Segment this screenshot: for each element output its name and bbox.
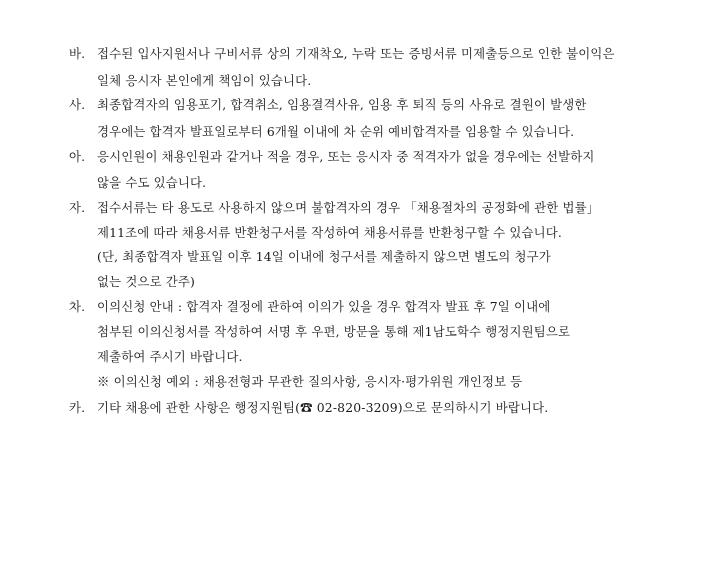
item-text: 접수된 입사지원서나 구비서류 상의 기재착오, 누락 또는 증빙서류 미제출등으로 인한 불이익은 [97,46,615,61]
item-text: 첨부된 이의신청서를 작성하여 서명 후 우편, 방문을 통해 제1남도학수 행정지원팀으로 [97,324,571,339]
item-text: 최종합격자의 임용포기, 합격취소, 임용결격사유, 임용 후 퇴직 등의 사유로 결원이 발생한 [97,97,587,112]
item-marker: 사. [69,97,86,112]
item-marker: 아. [69,149,86,164]
item-text: 제11조에 따라 채용서류 반환청구서를 작성하여 채용서류를 반환청구할 수 있습니다. [97,225,562,240]
item-text: 접수서류는 타 용도로 사용하지 않으며 불합격자의 경우 「채용절차의 공정화에 관한 법률」 [97,200,600,215]
item-marker: 차. [69,299,86,314]
item-text: 응시인원이 채용인원과 같거나 적을 경우, 또는 응시자 중 적격자가 없을 경우에는 선발하지 [97,149,595,164]
item-marker: 자. [69,200,86,215]
item-text: 이의신청 안내 : 합격자 결정에 관하여 이의가 있을 경우 합격자 발표 후 7일 이내에 [97,299,551,314]
item-text: 제출하여 주시기 바랍니다. [97,349,243,364]
item-text: 경우에는 합격자 발표일로부터 6개월 이내에 차 순위 예비합격자를 임용할 수 있습니다. [97,124,575,139]
item-note: ※ 이의신청 예외 : 채용전형과 무관한 질의사항, 응시자·평가위원 개인정보 등 [97,374,523,389]
item-text: 없는 것으로 간주) [97,274,195,289]
item-text: 일체 응시자 본인에게 책임이 있습니다. [97,73,312,88]
item-marker: 바. [69,46,86,61]
item-text: (단, 최종합격자 발표일 이후 14일 이내에 청구서를 제출하지 않으면 별도의 청구가 [97,249,551,264]
item-text: 않을 수도 있습니다. [97,175,207,190]
item-text: 기타 채용에 관한 사항은 행정지원팀(☎ 02-820-3209)으로 문의하시기 바랍니다. [97,400,549,415]
item-marker: 카. [69,400,86,415]
